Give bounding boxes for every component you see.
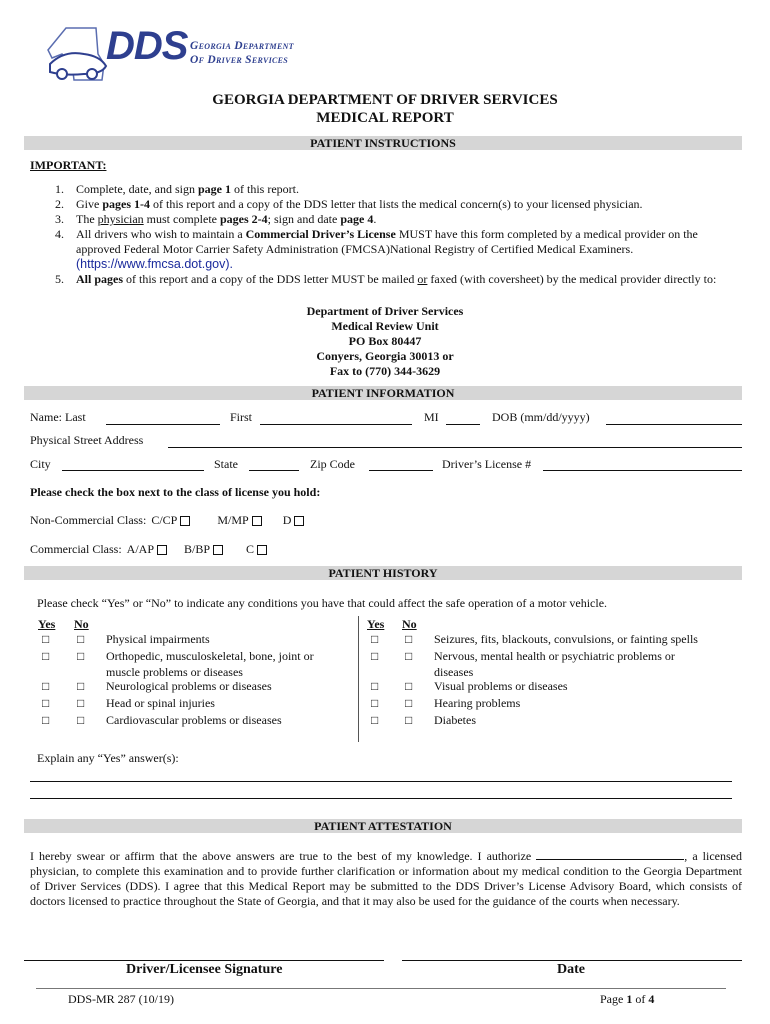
class-ccp-checkbox[interactable] [180, 516, 190, 526]
mi-label: MI [424, 410, 439, 424]
yes-checkbox[interactable]: □ [371, 649, 379, 663]
yes-checkbox[interactable]: □ [371, 696, 379, 710]
fmcsa-link[interactable]: (https://www.fmcsa.dot.gov). [76, 257, 233, 271]
page-subtitle: MEDICAL REPORT [316, 110, 454, 126]
street-field[interactable] [168, 447, 742, 448]
yes-checkbox[interactable]: □ [42, 696, 50, 710]
class-d-checkbox[interactable] [294, 516, 304, 526]
no-header-left: No [74, 617, 89, 631]
no-checkbox[interactable]: □ [77, 713, 85, 727]
signature-label: Driver/Licensee Signature [126, 962, 283, 977]
dob-field[interactable] [606, 424, 742, 425]
no-checkbox[interactable]: □ [405, 713, 413, 727]
class-ccp-option[interactable]: C/CP [151, 513, 190, 527]
condition-label: Orthopedic, musculoskeletal, bone, joint or muscle problems or diseases [106, 649, 314, 679]
important-heading: IMPORTANT: [30, 158, 107, 172]
list-item: 5. All pages of this report and a copy of the DDS letter MUST be mailed or faxed (with coversheet) by the medical provider directly to: [55, 272, 717, 286]
attestation-text: I hereby swear or affirm that the above answers are true to the best of my knowledge. I authorize , a licensed physician, to complete this examination and to provide further clarification or information about my medical condition to the Georgia Department of Driver Services (DDS). I agree that this Medical Report may be submitted to the DDS Driver’s License Advisory Board, which consists of doctors licensed to practice throughout the State of Georgia, and that it may also be used for the guidance of the courts when necessary. [30, 849, 742, 908]
noncommercial-row [30, 513, 304, 528]
page-title: GEORGIA DEPARTMENT OF DRIVER SERVICES [212, 92, 558, 108]
column-divider [358, 616, 359, 742]
yes-header-left: Yes [38, 617, 56, 631]
mailing-address: Department of Driver Services Medical Review Unit PO Box 80447 Conyers, Georgia 30013 or Fax to (770) 344-3629 [306, 304, 464, 378]
yes-checkbox[interactable]: □ [371, 632, 379, 646]
explain-label: Explain any “Yes” answer(s): [37, 751, 179, 765]
yes-checkbox[interactable]: □ [371, 713, 379, 727]
condition-label: Cardiovascular problems or diseases [106, 713, 282, 727]
no-checkbox[interactable]: □ [77, 679, 85, 693]
instructions-list [30, 182, 742, 287]
class-d-option[interactable]: D [283, 513, 305, 527]
no-checkbox[interactable]: □ [405, 649, 413, 663]
class-c-option[interactable]: C [246, 542, 267, 556]
name-last-field[interactable] [106, 424, 220, 425]
date-line[interactable] [402, 960, 742, 961]
state-label: State [214, 457, 238, 471]
condition-label: Visual problems or diseases [434, 679, 568, 693]
condition-label: Physical impairments [106, 632, 210, 646]
history-prompt: Please check “Yes” or “No” to indicate any conditions you have that could affect the safe operation of a motor vehicle. [37, 596, 608, 610]
street-label: Physical Street Address [30, 433, 144, 447]
zip-field[interactable] [369, 470, 433, 471]
no-header-right: No [402, 617, 417, 631]
agency-line-1: Georgia Department [190, 40, 294, 52]
condition-label: Head or spinal injuries [106, 696, 215, 710]
class-mmp-checkbox[interactable] [252, 516, 262, 526]
condition-label: Diabetes [434, 713, 476, 727]
list-item: 1. Complete, date, and sign page 1 of this report. [55, 182, 299, 196]
no-checkbox[interactable]: □ [405, 632, 413, 646]
georgia-car-icon [44, 24, 114, 82]
explain-line-2[interactable] [30, 798, 732, 799]
no-checkbox[interactable]: □ [405, 696, 413, 710]
yes-checkbox[interactable]: □ [42, 713, 50, 727]
section-bar-history: PATIENT HISTORY [24, 566, 742, 580]
license-label: Driver’s License # [442, 457, 532, 471]
physician-name-field[interactable] [536, 849, 684, 860]
list-item: 3. The physician must complete pages 2-4; sign and date page 4. [55, 212, 377, 226]
noncommercial-label: Non-Commercial Class: [30, 513, 147, 527]
condition-label: Seizures, fits, blackouts, convulsions, or fainting spells [434, 632, 698, 646]
class-aap-option[interactable]: A/AP [127, 542, 167, 556]
dob-label: DOB (mm/dd/yyyy) [492, 410, 590, 424]
yes-checkbox[interactable]: □ [42, 632, 50, 646]
class-bbp-checkbox[interactable] [213, 545, 223, 555]
first-name-field[interactable] [260, 424, 412, 425]
explain-line-1[interactable] [30, 781, 732, 782]
dds-logo [44, 22, 294, 84]
class-mmp-option[interactable]: M/MP [217, 513, 261, 527]
list-item: 4. All drivers who wish to maintain a Commercial Driver’s License MUST have this form completed by a medical provider on the approved Federal Motor Carrier Safety Administration (FMCSA)National Registry of Certified Medical Examiners. (https://www.fmcsa.dot.gov). [55, 227, 698, 271]
yes-header-right: Yes [367, 617, 385, 631]
footer-rule [36, 988, 726, 989]
yes-checkbox[interactable]: □ [42, 679, 50, 693]
city-label: City [30, 457, 51, 471]
agency-line-2: Of Driver Services [190, 54, 289, 66]
condition-label: Neurological problems or diseases [106, 679, 272, 693]
no-checkbox[interactable]: □ [77, 632, 85, 646]
condition-label: Hearing problems [434, 696, 521, 710]
yes-checkbox[interactable]: □ [371, 679, 379, 693]
section-bar-instructions: PATIENT INSTRUCTIONS [24, 136, 742, 150]
commercial-label: Commercial Class: [30, 542, 122, 556]
section-bar-information: PATIENT INFORMATION [24, 386, 742, 400]
class-aap-checkbox[interactable] [157, 545, 167, 555]
form-id: DDS-MR 287 (10/19) [68, 992, 175, 1006]
zip-label: Zip Code [310, 457, 355, 471]
yes-checkbox[interactable]: □ [42, 649, 50, 663]
section-bar-attestation: PATIENT ATTESTATION [24, 819, 742, 833]
class-c-checkbox[interactable] [257, 545, 267, 555]
no-checkbox[interactable]: □ [77, 696, 85, 710]
first-label: First [230, 410, 253, 424]
dds-brand-text: DDS [106, 24, 188, 68]
page-number: Page 1 of 4 [600, 992, 655, 1006]
license-field[interactable] [543, 470, 742, 471]
mi-field[interactable] [446, 424, 480, 425]
commercial-row [30, 542, 267, 557]
class-bbp-option[interactable]: B/BP [184, 542, 223, 556]
no-checkbox[interactable]: □ [405, 679, 413, 693]
state-field[interactable] [249, 470, 299, 471]
no-checkbox[interactable]: □ [77, 649, 85, 663]
date-label: Date [557, 962, 585, 977]
license-class-prompt: Please check the box next to the class of license you hold: [30, 485, 321, 499]
signature-line[interactable] [24, 960, 384, 961]
city-field[interactable] [62, 470, 204, 471]
name-last-label: Name: Last [30, 410, 86, 424]
condition-label: Nervous, mental health or psychiatric problems or diseases [434, 649, 675, 679]
list-item: 2. Give pages 1-4 of this report and a copy of the DDS letter that lists the medical concern(s) to your licensed physician. [55, 197, 643, 211]
